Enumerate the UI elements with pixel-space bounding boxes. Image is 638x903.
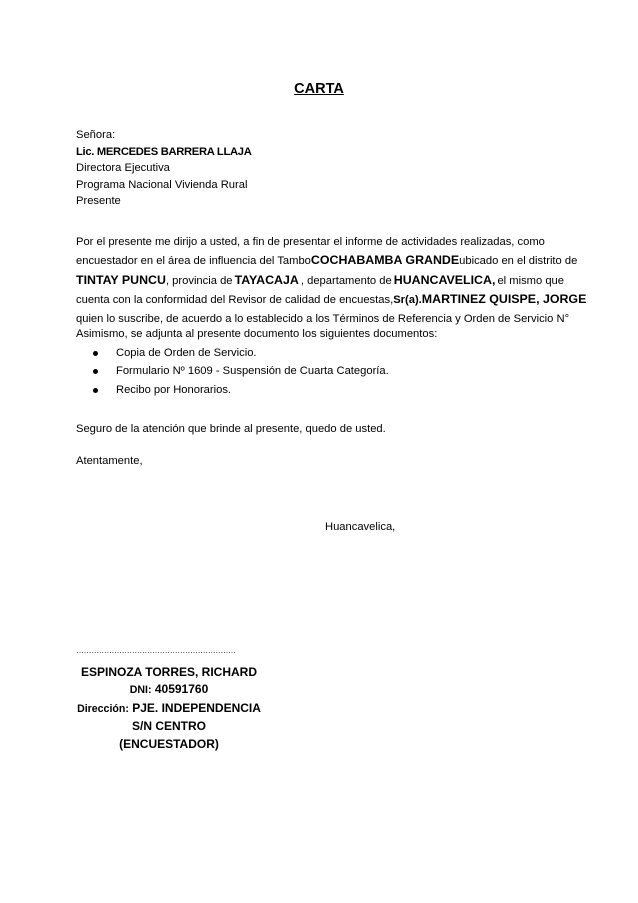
body-text: el mismo que — [497, 274, 564, 287]
annex-item: Copia de Orden de Servicio. — [76, 344, 437, 363]
tambo-name: COCHABAMBA GRANDE — [310, 253, 460, 268]
body-text: , provincia de — [165, 274, 233, 287]
body-paragraph — [76, 233, 587, 328]
body-text: Por el presente me dirijo a usted, a fin de presentar el informe de actividades realizadas, como — [76, 236, 545, 248]
recipient-block — [76, 127, 251, 210]
recipient-organization: Programa Nacional Vivienda Rural — [76, 178, 248, 191]
sign-off: Atentamente, — [76, 455, 143, 467]
revisor-title: Sr(a). — [393, 294, 422, 307]
department-name: HUANCAVELICA, — [393, 272, 496, 287]
closing-line: Seguro de la atención que brinde al presente, quedo de usted. — [76, 423, 386, 435]
body-text: ubicado en el distrito de — [459, 255, 578, 268]
recipient-position: Directora Ejecutiva — [76, 162, 170, 175]
dni-value: 40591760 — [154, 682, 209, 697]
annex-block — [76, 326, 437, 399]
salutation: Señora: — [76, 129, 116, 141]
signer-dni — [76, 681, 262, 699]
city-date: Huancavelica, — [325, 521, 396, 533]
body-text: quien lo suscribe, de acuerdo a lo establecido a los Términos de Referencia y Orden de Servicio N° — [76, 312, 570, 325]
signer-name: ESPINOZA TORRES, RICHARD — [80, 665, 257, 679]
signature-line: ……………………………………………………… — [76, 646, 236, 655]
district-name: TINTAY PUNCU — [76, 272, 166, 287]
signer-address — [76, 700, 262, 718]
body-text: , departamento de — [300, 274, 392, 287]
body-line-3 — [76, 271, 564, 290]
revisor-name: MARTINEZ QUISPE, JORGE — [421, 292, 587, 307]
address-line-2: S/N CENTRO — [131, 719, 206, 734]
body-text: cuenta con la conformidad del Revisor de calidad de encuestas, — [76, 294, 394, 307]
letter-title: CARTA — [294, 81, 344, 97]
annex-item: Recibo por Honorarios. — [76, 381, 437, 400]
address-label: Dirección: — [77, 702, 129, 715]
body-line-1 — [76, 233, 564, 251]
body-line-4 — [76, 290, 587, 309]
annex-intro: Asimismo, se adjunta al presente documento los siguientes documentos: — [76, 328, 438, 340]
annex-item: Formulario Nº 1609 - Suspensión de Cuarta Categoría. — [76, 362, 437, 381]
dni-label: DNI: — [129, 684, 152, 697]
province-name: TAYACAJA — [234, 272, 299, 287]
recipient-name: Lic. MERCEDES BARRERA LLAJA — [76, 145, 252, 158]
annex-list — [76, 344, 437, 400]
address-line-1: PJE. INDEPENDENCIA — [132, 700, 261, 715]
body-text: encuestador en el área de influencia del Tambo — [76, 255, 311, 268]
recipient-presente: Presente — [76, 195, 121, 208]
signer-role: (ENCUESTADOR) — [119, 736, 219, 751]
body-line-2 — [76, 251, 578, 270]
signature-block — [76, 664, 262, 753]
